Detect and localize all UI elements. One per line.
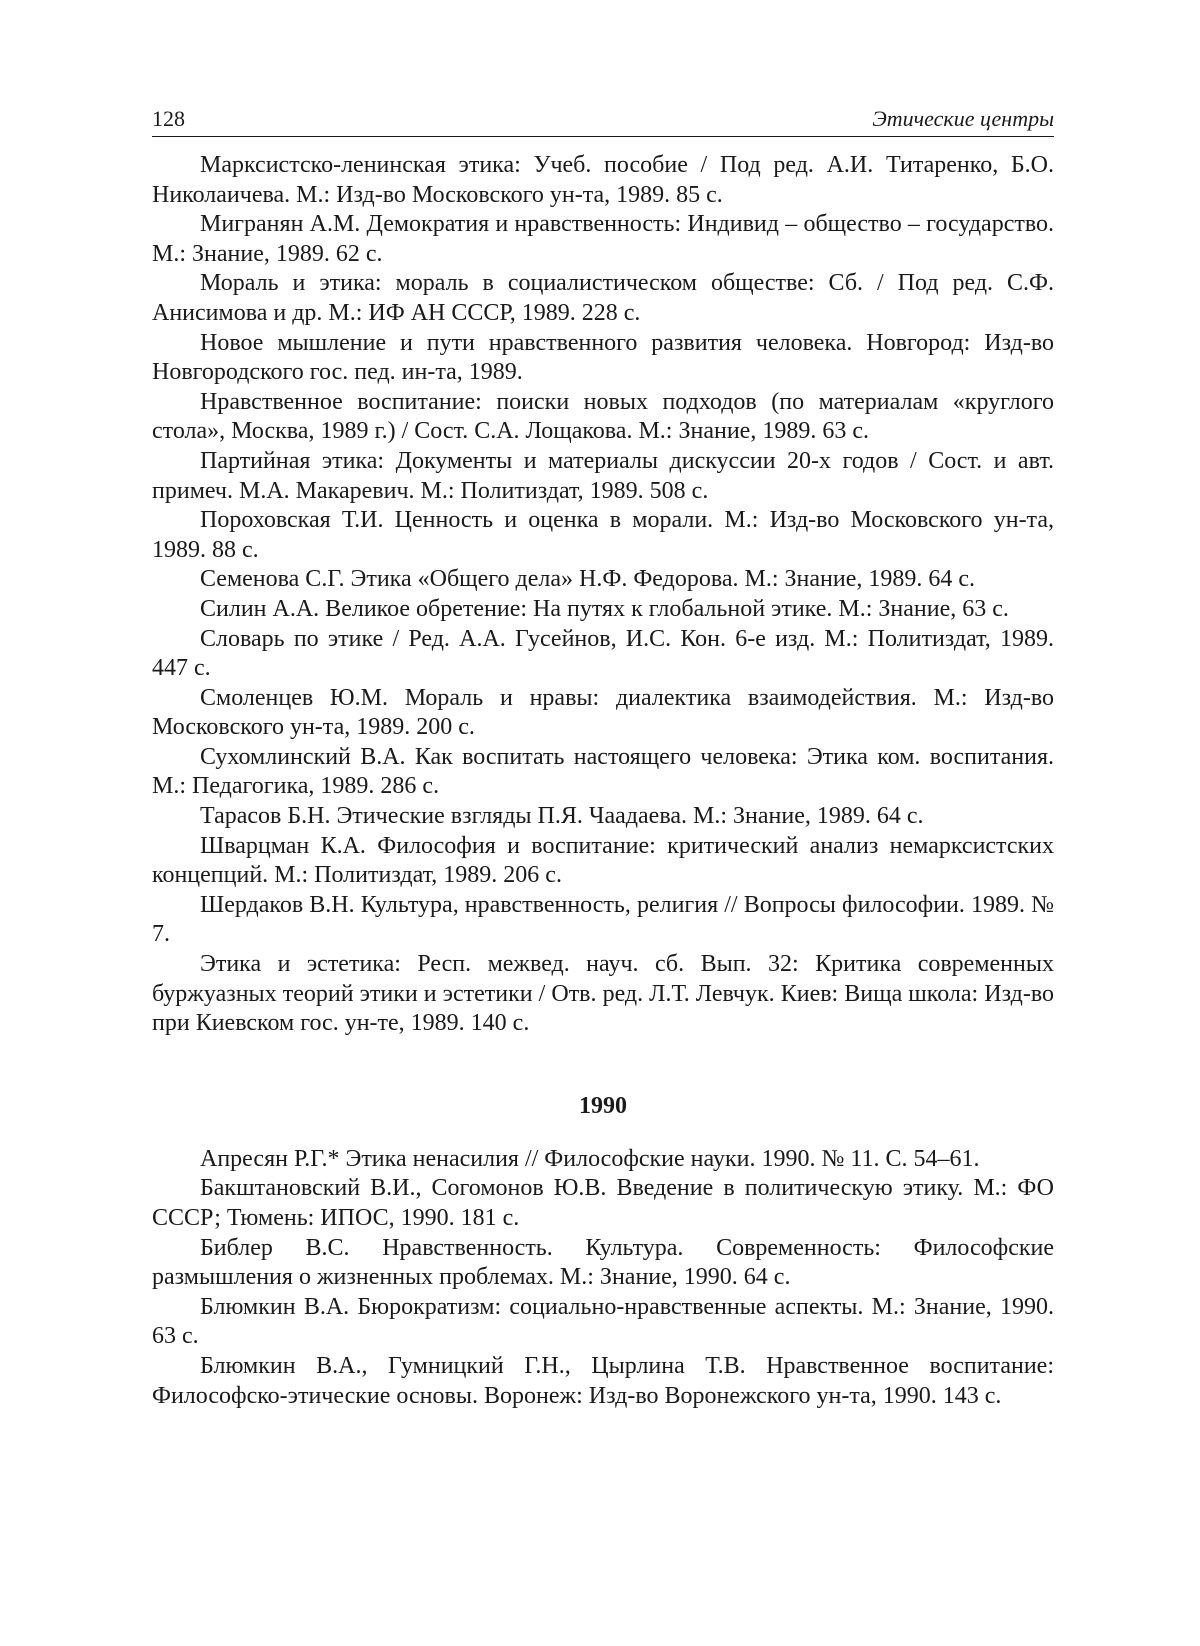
bibliography-entry: Этика и эстетика: Респ. межвед. науч. сб. Вып. 32: Критика современных буржуазных теорий этики и эстетики / Отв. ред. Л.Т. Левчук. Киев: Вища школа: Изд-во при Киевском гос. ун-те, 1989. 140 с. [152,951,1054,1037]
bibliography-entry: Шердаков В.Н. Культура, нравственность, религия // Вопросы философии. 1989. № 7. [152,891,1054,948]
bibliography-entry: Блюмкин В.А., Гумницкий Г.Н., Цырлина Т.В. Нравственное воспитание: Философско-этические основы. Воронеж: Изд-во Воронежского ун-та, 1990. 143 с. [152,1352,1054,1409]
bibliography-entry: Шварцман К.А. Философия и воспитание: критический анализ немарксистских концепций. М.: Политиздат, 1989. 206 с. [152,832,1054,889]
bibliography-entry: Новое мышление и пути нравственного развития человека. Новгород: Изд-во Новгородского гос. пед. ин-та, 1989. [152,329,1054,386]
bibliography-content [152,151,1054,1411]
bibliography-entry: Смоленцев Ю.М. Мораль и нравы: диалектика взаимодействия. М.: Изд-во Московского ун-та, 1989. 200 с. [152,684,1054,741]
bibliography-entry: Семенова С.Г. Этика «Общего дела» Н.Ф. Федорова. М.: Знание, 1989. 64 с. [200,566,976,593]
page-header [152,104,1054,137]
bibliography-entry: Силин А.А. Великое обретение: На путях к глобальной этике. М.: Знание, 63 с. [200,595,1009,622]
bibliography-entry: Мигранян А.М. Демократия и нравственность: Индивид – общество – государство. М.: Знание, 1989. 62 с. [152,211,1054,267]
section-1990-list [152,1145,1054,1411]
bibliography-entry: Бакштановский В.И., Согомонов Ю.В. Введение в политическую этику. М.: ФО СССР; Тюмень: ИПОС, 1990. 181 с. [152,1175,1054,1231]
bibliography-entry: Мораль и этика: мораль в социалистическом обществе: Сб. / Под ред. С.Ф. Анисимова и др. М.: ИФ АН СССР, 1989. 228 с. [152,270,1054,326]
section-heading-1990: 1990 [579,1092,627,1119]
bibliography-entry: Блюмкин В.А. Бюрократизм: социально-нравственные аспекты. М.: Знание, 1990. 63 с. [152,1293,1054,1350]
bibliography-entry: Словарь по этике / Ред. А.А. Гусейнов, И.С. Кон. 6-е изд. М.: Политиздат, 1989. 447 с. [152,625,1054,682]
bibliography-entry: Пороховская Т.И. Ценность и оценка в морали. М.: Изд-во Московского ун-та, 1989. 88 с. [152,507,1054,563]
bibliography-entry: Библер В.С. Нравственность. Культура. Современность: Философские размышления о жизненных проблемах. М.: Знание, 1990. 64 с. [152,1234,1054,1291]
section-1989-list [152,151,1054,1039]
bibliography-entry: Марксистско-ленинская этика: Учеб. пособие / Под ред. А.И. Титаренко, Б.О. Николаичева. М.: Изд-во Московского ун-та, 1989. 85 с. [152,152,1054,208]
bibliography-entry: Нравственное воспитание: поиски новых подходов (по материалам «круглого стола», Москва, 1989 г.) / Сост. С.А. Лощакова. М.: Знание, 1989. 63 с. [152,388,1054,445]
page-number: 128 [152,106,185,131]
bibliography-entry: Апресян Р.Г.* Этика ненасилия // Философские науки. 1990. № 11. С. 54–61. [200,1145,980,1172]
bibliography-entry: Тарасов Б.Н. Этические взгляды П.Я. Чаадаева. М.: Знание, 1989. 64 с. [200,803,924,830]
bibliography-entry: Партийная этика: Документы и материалы дискуссии 20-х годов / Сост. и авт. примеч. М.А. Макаревич. М.: Политиздат, 1989. 508 с. [152,447,1054,504]
bibliography-entry: Сухомлинский В.А. Как воспитать настоящего человека: Этика ком. воспитания. М.: Педагогика, 1989. 286 с. [152,743,1054,800]
running-title: Этические центры [872,106,1054,131]
